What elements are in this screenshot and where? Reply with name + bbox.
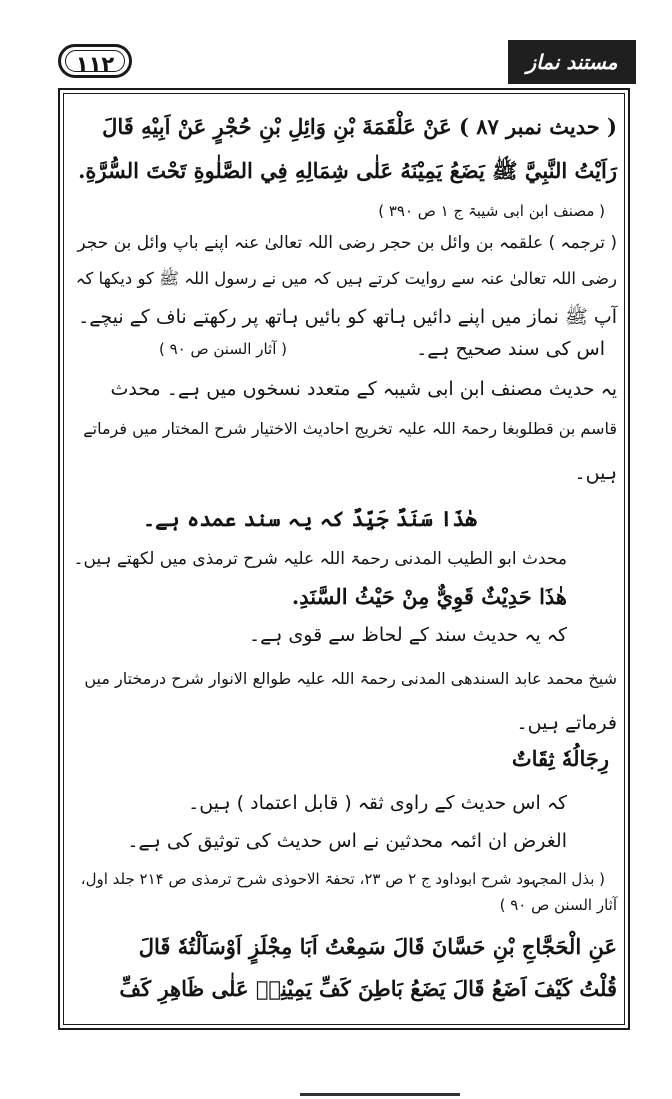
- reference-badhl-tuhfa-line-2: آثار السنن ص ۹۰ ): [499, 896, 617, 914]
- commentary-sindhi-line-1: شیخ محمد عابد السندھی المدنی رحمۃ اللہ علیہ طوالع الانوار شرح درمختار میں: [84, 669, 617, 688]
- sanad-sahih-note: اس کی سند صحیح ہے۔: [416, 338, 605, 360]
- commentary-thiqa-translation: کہ اس حدیث کے راوی ثقہ ( قابل اعتماد ) ہیں۔: [188, 792, 567, 814]
- translation-line-2: رضی اللہ تعالیٰ عنہ سے روایت کرتے ہیں کہ میں نے رسول اللہ ﷺ کو دیکھا کہ: [75, 269, 617, 288]
- page-number-badge: [58, 44, 132, 78]
- hadith-87-arabic-line-2: رَاَيْتُ النَّبِيَّ ﷺ يَضَعُ يَمِيْنَهُ عَلٰى شِمَالِهِ فِي الصَّلٰوةِ تَحْتَ السُّرَّةِ.: [78, 158, 617, 183]
- reference-badhl-tuhfa-line-1: ( بذل المجہود شرح ابوداود ج ۲ ص ۲۳، تحفۃ الاحوذی شرح ترمذی ص ۲۱۴ جلد اول،: [80, 870, 605, 888]
- translation-line-3: آپ ﷺ نماز میں اپنے دائیں ہاتھ کو بائیں ہاتھ پر رکھتے ناف کے نیچے۔: [78, 306, 617, 328]
- quote-rijaluhu-thiqat: رِجَالُهٗ ثِقَاتٌ: [511, 746, 609, 771]
- commentary-sindhi-line-2: فرماتے ہیں۔: [516, 712, 617, 734]
- commentary-line-1: یہ حدیث مصنف ابن ابی شیبہ کے متعدد نسخوں میں ہے۔ محدث: [110, 378, 617, 400]
- hadith-hajjaj-arabic-line-1: عَنِ الْحَجَّاجِ بْنِ حَسَّانَ قَالَ سَمِعْتُ اَبَا مِجْلَزٍ اَوْسَاَلْتُهٗ قَالَ: [138, 934, 617, 959]
- commentary-line-2: قاسم بن قطلوبغا رحمۃ اللہ علیہ تخریج احادیث الاختیار شرح المختار میں فرماتے: [83, 419, 617, 438]
- commentary-abu-tayyib: محدث ابو الطیب المدنی رحمۃ اللہ علیہ شرح ترمذی میں لکھتے ہیں۔: [73, 549, 567, 569]
- commentary-tawthiq: الغرض ان ائمہ محدثین نے اس حدیث کی توثیق کی ہے۔: [127, 830, 567, 852]
- book-title: مستند نماز حنفی: [508, 40, 636, 84]
- hadith-87-arabic-line-1: ( حدیث نمبر ۸۷ ) عَنْ عَلْقَمَةَ بْنِ وَائِلِ بْنِ حُجْرٍ عَنْ اَبِيْهِ قَالَ: [102, 114, 617, 139]
- page-number: ۱۱۲: [75, 52, 115, 76]
- reference-athar-sunan: ( آثار السنن ص ۹۰ ): [158, 340, 287, 358]
- commentary-qawi-translation: کہ یہ حدیث سند کے لحاظ سے قوی ہے۔: [248, 624, 567, 646]
- quote-hadith-qawi: هٰذَا حَدِيْثٌ قَوِيٌّ مِنْ حَيْثُ السَّنَدِ.: [291, 584, 567, 609]
- quote-sanad-jayyid: هٰذَا سَنَدٌ جَيِّدٌ کہ یہ سند عمدہ ہے۔: [142, 506, 477, 531]
- page-number-inner-ring: [65, 50, 125, 72]
- commentary-line-3: ہیں۔: [574, 462, 617, 484]
- bottom-rule: [300, 1093, 460, 1096]
- reference-musannaf: ( مصنف ابن ابی شیبۃ ج ۱ ص ۳۹۰ ): [378, 202, 605, 220]
- hadith-hajjaj-arabic-line-2: قُلْتُ كَيْفَ اَضَعُ قَالَ يَضَعُ بَاطِنَ كَفِّ يَمِيْنِهٖ عَلٰى ظَاهِرِ كَفِّ: [119, 976, 617, 1001]
- translation-line-1: ( ترجمہ ) علقمہ بن وائل بن حجر رضی اللہ تعالیٰ عنہ اپنے باپ وائل بن حجر: [77, 233, 617, 253]
